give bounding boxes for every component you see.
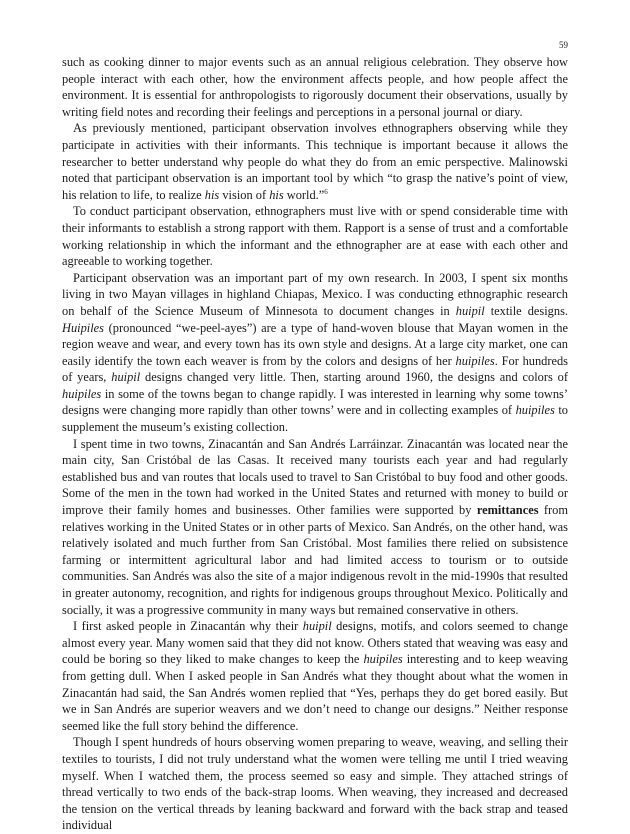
text-run: textile designs. xyxy=(484,303,568,318)
text-run: vision of xyxy=(219,187,270,202)
text-run: I spent time in two towns, Zinacantán and San Andrés Larráinzar. Zinacantán was located near the main city, San Cristóbal de las Casas. It received many tourists each year and had regularly established bus and van routes that locals used to travel to San Cristóbal to buy food and other goods. Some of the men in the town had worked in the United States and returned with money to build or improve their family homes and businesses. Other families were supported by xyxy=(62,436,568,518)
page-number: 59 xyxy=(559,40,568,50)
text-run: interesting and to keep weaving from getting dull. When I asked people in San Andrés what they thought about what the women in Zinacantán had said, the San Andrés women replied that “Yes, perhaps they do get bored easily. But we in San Andrés are superior weavers and we don’t need to change our designs.” Neither response seemed like the full story behind the difference. xyxy=(62,652,568,733)
text-run: from relatives working in the United States or in other parts of Mexico. San Andrés, on the other hand, was relatively isolated and much further from San Cristóbal. Most families there relied on subsistence farming or intermittent agricultural labor and had limited access to tourism or to outside communities. San Andrés was also the site of a major indigenous revolt in the mid-1990s that resulted in greater autonomy, recognition, and rights for indigenous groups throughout Mexico. Politically and socially, it was a progressive community in many ways but remained conservative in others. xyxy=(62,503,568,617)
text-run: designs, motifs, and colors seemed to change almost every year. Many women said that they did not know. Others stated that weaving was easy and could be boring so they liked to make changes to keep the xyxy=(62,619,569,667)
text-run: Participant observation was an important part of my own research. In 2003, I spent six months living in two Mayan villages in highland Chiapas, Mexico. I was conducting ethnographic research on behalf of the Science Museum of Minnesota to document changes in xyxy=(62,270,568,318)
text-run: Though I spent hundreds of hours observing women preparing to weave, weaving, and selling their textiles to tourists, I did not truly understand what the women were telling me until I tried weaving myself. When I watched them, the process seemed so easy and simple. They attached strings of thread vertically to two ends of the back-strap looms. When weaving, they increased and decreased the tension on the vertical threads by leaning backward and forward with the back strap and teased individual xyxy=(62,735,568,833)
text-run: (pronounced “we-peel-ayes”) are a type of hand-woven blouse that Mayan women in the region weave and wear, and every town has its own style and designs. At a large city market, one can easily identify the town each weaver is from by the colors and designs of her xyxy=(62,320,568,368)
text-run: his xyxy=(204,187,220,202)
footnote-marker: 6 xyxy=(324,187,328,196)
text-run: To conduct participant observation, ethnographers must live with or spend considerable time with their informants to establish a strong rapport with them. Rapport is a sense of trust and a comfortable working relationship in which the informant and the ethnographer are at ease with each other and agreeable to working together. xyxy=(62,204,568,269)
text-run: As previously mentioned, participant observation involves ethnographers observing while they participate in activities with their informants. This technique is important because it allows the researcher to better understand why people do what they do from an emic perspective. Malinowski noted that participant observation is an important tool by which “to grasp the native’s point of view, his relation to life, to realize xyxy=(62,121,568,202)
text-run: huipiles xyxy=(62,386,102,401)
text-run: I first asked people in Zinacantán why their xyxy=(73,619,303,634)
text-run: huipiles xyxy=(515,403,555,418)
body-text xyxy=(62,54,568,834)
text-run: designs changed very little. Then, starting around 1960, the designs and colors of xyxy=(140,370,568,385)
paragraph xyxy=(62,54,568,120)
text-run: such as cooking dinner to major events such as an annual religious celebration. They observe how people interact with each other, how the environment affects people, and how people affect the environment. It is essential for anthropologists to rigorously document their observations, usually by writing field notes and recording their feelings and perceptions in a personal journal or diary. xyxy=(62,55,568,119)
text-run: Huipiles xyxy=(62,320,104,335)
text-run: huipil xyxy=(111,370,141,385)
paragraph xyxy=(62,270,568,436)
text-run: huipiles xyxy=(363,652,403,667)
text-run: . For hundreds of years, xyxy=(62,353,568,385)
text-run: world.” xyxy=(283,187,325,202)
text-run: huipil xyxy=(302,619,332,634)
text-run: huipiles xyxy=(455,353,495,368)
text-run: his xyxy=(269,187,284,202)
text-run: huipil xyxy=(455,303,485,318)
paragraph xyxy=(62,618,568,734)
paragraph xyxy=(62,120,568,203)
paragraph xyxy=(62,203,568,269)
paragraph xyxy=(62,734,568,834)
text-run: remittances xyxy=(476,503,539,518)
paragraph xyxy=(62,436,568,619)
text-run: to supplement the museum’s existing collection. xyxy=(62,403,568,435)
text-run: in some of the towns began to change rapidly. I was interested in learning why some towns’ designs were changing more rapidly than other towns’ were and in collecting examples of xyxy=(62,386,568,418)
